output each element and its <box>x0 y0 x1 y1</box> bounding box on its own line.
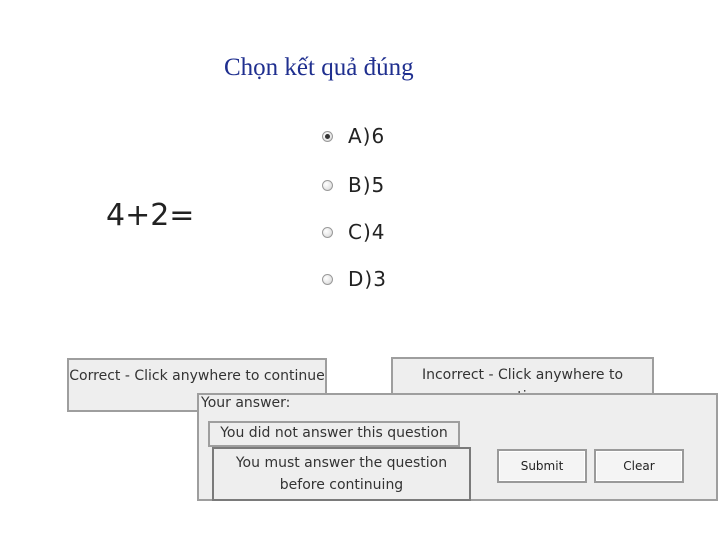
quiz-title: Chọn kết quả đúng <box>224 54 414 81</box>
option-b[interactable] <box>322 167 385 203</box>
incorrect-feedback-box[interactable]: Incorrect - Click anywhere to <box>391 357 654 411</box>
correct-feedback-box[interactable]: Correct - Click anywhere to continue <box>67 358 327 412</box>
option-a-label: A)6 <box>348 124 386 148</box>
option-d[interactable] <box>322 261 387 297</box>
option-d-label: D)3 <box>348 267 387 291</box>
option-a[interactable] <box>322 118 385 154</box>
no-answer-message: You did not answer this question <box>208 421 460 447</box>
your-answer-label: Your answer: <box>201 395 291 411</box>
radio-icon[interactable] <box>322 227 333 238</box>
answer-panel <box>197 393 718 501</box>
option-c-label: C)4 <box>348 220 386 244</box>
radio-selected-icon[interactable] <box>322 131 333 142</box>
radio-icon[interactable] <box>322 274 333 285</box>
submit-button[interactable]: Submit <box>497 449 587 483</box>
option-b-label: B)5 <box>348 173 386 197</box>
must-answer-message[interactable]: You must answer the question before continuing <box>212 447 471 501</box>
radio-icon[interactable] <box>322 180 333 191</box>
clear-button[interactable]: Clear <box>594 449 684 483</box>
option-c[interactable] <box>322 214 386 250</box>
question-text: 4+2= <box>106 198 195 233</box>
